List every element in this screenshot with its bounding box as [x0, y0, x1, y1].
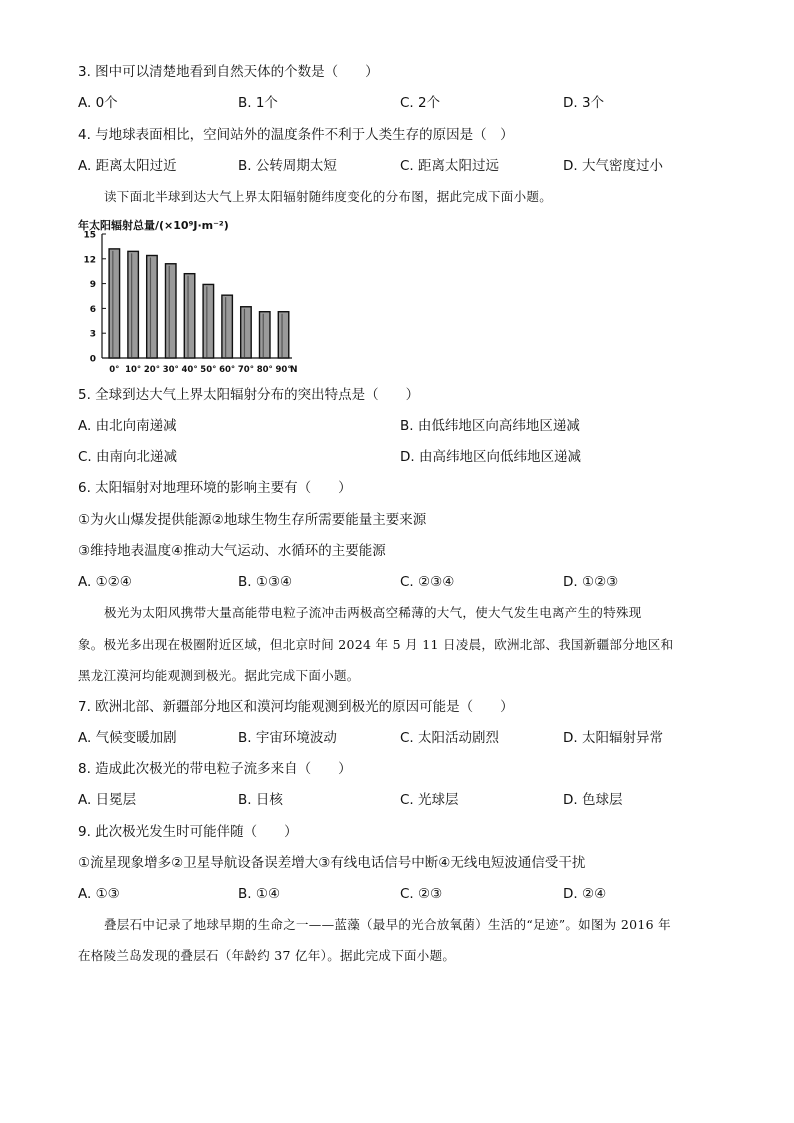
chart-x-tick-label: 40°: [181, 365, 198, 375]
question-5-option-c: C. 由南向北递减: [78, 449, 178, 465]
chart-bar: [241, 307, 252, 358]
passage-intro-2-line-1: 极光为太阳风携带大量高能带电粒子流冲击两极高空稀薄的大气，使大气发生电离产生的特殊现: [104, 605, 642, 620]
question-9-option-a: A. ①③: [78, 886, 120, 902]
chart-y-tick-label: 9: [89, 280, 96, 291]
question-6-option-a: A. ①②④: [78, 574, 132, 590]
question-9-option-d: D. ②④: [563, 886, 607, 902]
question-6-option-d: D. ①②③: [563, 574, 619, 590]
chart-x-tick-label: 70°: [237, 365, 254, 375]
passage-intro-2-line-3: 黑龙江漠河均能观测到极光。据此完成下面小题。: [78, 668, 360, 683]
chart-y-axis-label: 年太阳辐射总量/(×10⁹J·m⁻²): [78, 219, 229, 232]
chart-x-tick-label: 50°: [200, 365, 217, 375]
question-6-option-b: B. ①③④: [238, 574, 293, 590]
passage-intro-2-line-2: 象。极光多出现在极圈附近区域，但北京时间 2024 年 5 月 11 日凌晨，欧洲北部、我国新疆部分地区和: [78, 637, 674, 652]
question-8-option-b: B. 日核: [238, 792, 283, 808]
chart-x-tick-label: 0°: [109, 365, 120, 375]
chart-x-tick-label: 30°: [162, 365, 179, 375]
question-6-statement-line-1: ①为火山爆发提供能源②地球生物生存所需要能量主要来源: [78, 512, 427, 528]
chart-x-tick-label: 20°: [143, 365, 160, 375]
chart-x-tick-label: 10°: [125, 365, 142, 375]
question-4-option-d: D. 大气密度过小: [563, 158, 663, 174]
chart-x-tick-label: 80°: [256, 365, 273, 375]
question-3-option-a: A. 0个: [78, 95, 118, 111]
question-5-option-b: B. 由低纬地区向高纬地区递减: [400, 418, 580, 434]
question-4-option-b: B. 公转周期太短: [238, 158, 337, 174]
question-6-option-c: C. ②③④: [400, 574, 455, 590]
question-5-stem: 5. 全球到达大气上界太阳辐射分布的突出特点是（ ）: [78, 387, 420, 403]
question-4-option-c: C. 距离太阳过远: [400, 158, 500, 174]
solar-radiation-bar-chart: [78, 214, 318, 375]
question-9-statement-line-1: ①流星现象增多②卫星导航设备误差增大③有线电话信号中断④无线电短波通信受干扰: [78, 855, 586, 871]
question-9-stem: 9. 此次极光发生时可能伴随（ ）: [78, 824, 298, 840]
question-7-option-a: A. 气候变暖加剧: [78, 730, 177, 746]
chart-y-tick-label: 15: [83, 230, 96, 241]
question-8-option-c: C. 光球层: [400, 792, 459, 808]
question-7-option-d: D. 太阳辐射异常: [563, 730, 663, 746]
chart-y-tick-label: 3: [89, 329, 96, 340]
question-6-statement-line-2: ③维持地表温度④推动大气运动、水循环的主要能源: [78, 543, 386, 559]
chart-bar: [165, 264, 176, 358]
chart-bar: [109, 249, 120, 358]
question-8-stem: 8. 造成此次极光的带电粒子流多来自（ ）: [78, 761, 352, 777]
chart-bar: [128, 251, 139, 358]
question-6-stem: 6. 太阳辐射对地理环境的影响主要有（ ）: [78, 480, 352, 496]
chart-x-tick-label: 90°: [275, 365, 292, 375]
question-9-option-b: B. ①④: [238, 886, 281, 902]
chart-bar: [259, 312, 270, 358]
question-3-option-d: D. 3个: [563, 95, 605, 111]
chart-y-tick-label: 6: [89, 304, 96, 315]
chart-x-tick-label: 60°: [219, 365, 236, 375]
question-7-stem: 7. 欧洲北部、新疆部分地区和漠河均能观测到极光的原因可能是（ ）: [78, 699, 514, 715]
chart-bar: [184, 274, 195, 358]
chart-bar: [147, 255, 158, 358]
question-5-option-d: D. 由高纬地区向低纬地区递减: [400, 449, 581, 465]
chart-bar: [278, 312, 289, 358]
chart-bar: [222, 295, 233, 358]
question-4-stem: 4. 与地球表面相比，空间站外的温度条件不利于人类生存的原因是（ ）: [78, 127, 514, 143]
chart-bar: [203, 284, 214, 358]
question-5-option-a: A. 由北向南递减: [78, 418, 177, 434]
question-4-option-a: A. 距离太阳过近: [78, 158, 177, 174]
question-7-option-b: B. 宇宙环境波动: [238, 730, 337, 746]
question-3-option-c: C. 2个: [400, 95, 441, 111]
passage-intro-1: 读下面北半球到达大气上界太阳辐射随纬度变化的分布图，据此完成下面小题。: [104, 189, 553, 204]
chart-x-unit-label: N: [290, 365, 298, 375]
passage-intro-3-line-2: 在格陵兰岛发现的叠层石（年龄约 37 亿年）。据此完成下面小题。: [78, 948, 456, 963]
question-7-option-c: C. 太阳活动剧烈: [400, 730, 500, 746]
question-8-option-d: D. 色球层: [563, 792, 623, 808]
question-9-option-c: C. ②③: [400, 886, 443, 902]
question-3-option-b: B. 1个: [238, 95, 278, 111]
chart-y-tick-label: 12: [83, 255, 96, 266]
chart-y-tick-label: 0: [89, 354, 96, 365]
question-3-stem: 3. 图中可以清楚地看到自然天体的个数是（ ）: [78, 64, 379, 80]
passage-intro-3-line-1: 叠层石中记录了地球早期的生命之一——蓝藻（最早的光合放氧菌）生活的“足迹”。如图为 2016 年: [104, 917, 671, 932]
question-8-option-a: A. 日冕层: [78, 792, 137, 808]
